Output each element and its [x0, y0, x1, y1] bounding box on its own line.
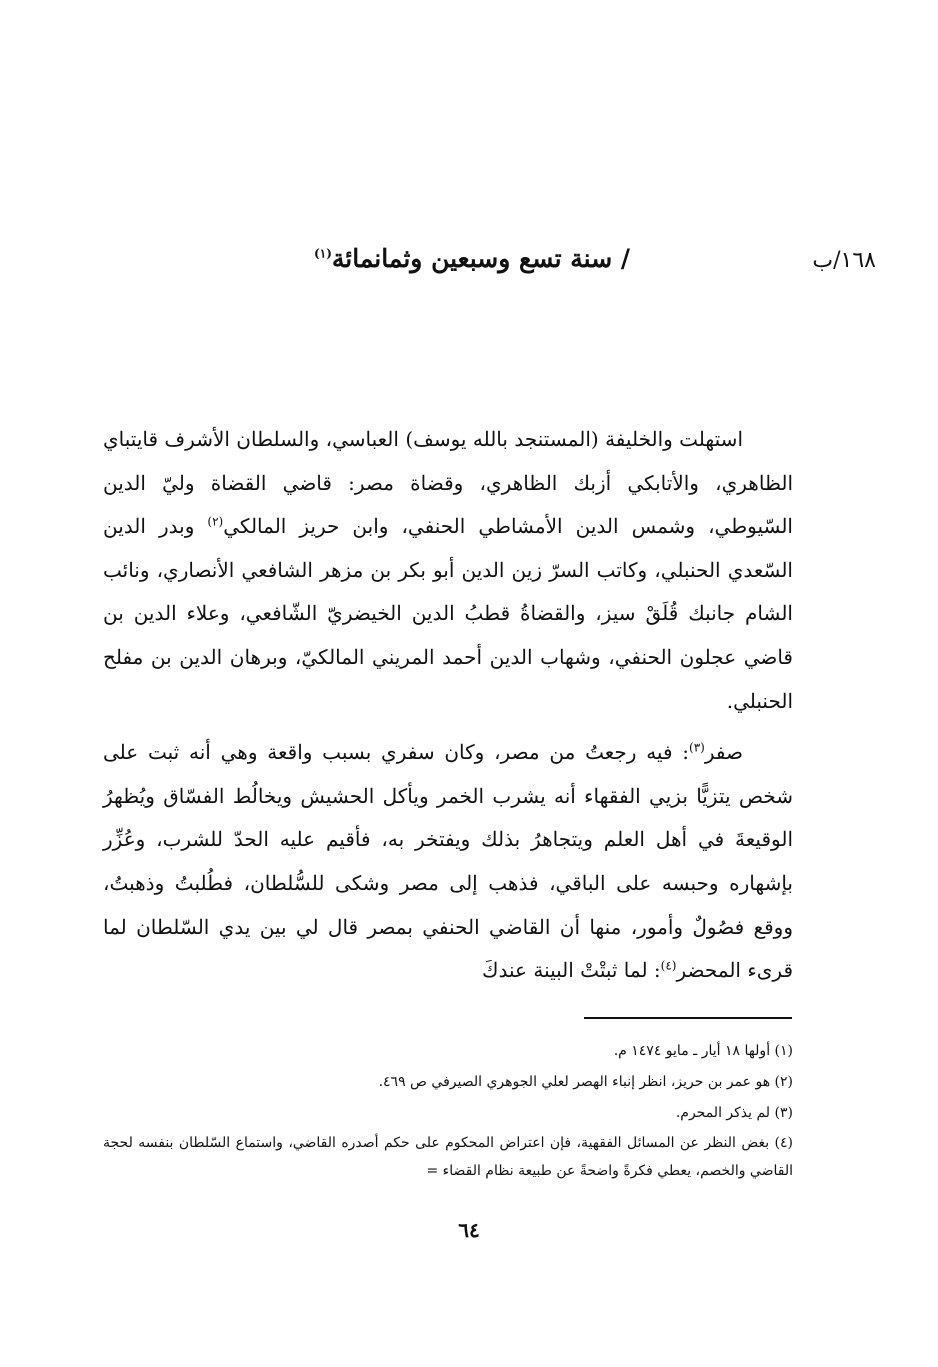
paragraph-text: وبدر الدين السّعدي الحنبلي، وكاتب السرّ زين الدين أبو بكر بن مزهر الشافعي الأنصاري، ونائب الشام جانبك قُلَقْ سيز، والقضاةُ قطبُ الدين الخيضريّ الشّافعي، وعلاء الدين بن قاضي عجلون الحنفي، وشهاب الدين أحمد المريني المالكيّ، وبرهان الدين بن مفلح الحنبلي.	[103, 514, 793, 713]
footnote-ref: (٢)	[207, 514, 224, 529]
paragraph-text: : لما ثبتْتْ البينة عندكَ	[482, 958, 661, 983]
footnote-ref: (٤)	[660, 958, 677, 973]
paragraph-safar	[103, 731, 793, 993]
paragraph-accession	[103, 418, 793, 723]
heading-slash: /	[620, 244, 630, 273]
footnote-3: (٣) لم يذكر المحرم.	[675, 1105, 793, 1121]
paragraph-text: استهلت والخليفة (المستنجد بالله يوسف) العباسي، والسلطان الأشرف قايتباي الظاهري، والأتابكي أزبك الظاهري، وقضاة مصر: قاضي القضاة وليّ الدين السّيوطي، وشمس الدين الأمشاطي الحنفي، وابن حريز المالكي	[103, 427, 793, 539]
year-heading	[240, 244, 630, 273]
heading-title: سنة تسع وسبعين وثمانمائة	[331, 244, 613, 273]
footnote-ref: (٣)	[689, 740, 705, 755]
page-number: ٦٤	[458, 1218, 480, 1242]
paragraph-text: : فيه رجعتُ من مصر، وكان سفري بسبب واقعة وهي أنه ثبت على شخص يتزيًّا بزيي الفقهاء أنه يشرب الخمر ويأكل الحشيش ويخالُط الفسّاق ويُظهرُ الوقيعةَ في أهل العلم ويتجاهرُ بذلك ويفتخر به، فأقيم عليه الحدّ للشرب، وعُزِّر بإشهاره وحبسه على الباقي، فذهب إلى مصر وشكى للسُّلطان، فطُلبتُ وذهبتُ، ووقع فصُولٌ وأمور، منها أن القاضي الحنفي بمصر قال لي بين يدي السّلطان لما قرىء المحضر	[103, 740, 793, 983]
paragraph-text: صفر	[704, 740, 743, 765]
footnotes	[103, 1036, 793, 1185]
footnote-2: (٢) هو عمر بن حريز، انظر إنباء الهصر لعلي الجوهري الصيرفي ص ٤٦٩.	[378, 1074, 793, 1090]
footnote-divider	[584, 1017, 792, 1019]
main-text	[103, 418, 793, 993]
footnote-1: (١) أولها ١٨ أيار ـ مايو ١٤٧٤ م.	[613, 1043, 793, 1059]
heading-footnote-ref: (١)	[314, 246, 332, 261]
folio-marker: ١٦٨/ب	[812, 248, 876, 273]
footnote-4: (٤) بغض النظر عن المسائل الفقهية، فإن اعتراض المحكوم على حكم أصدره القاضي، واستماع السّلطان بنفسه لحجة القاضي والخصم، يعطي فكرةً واضحةً عن طبيعة نظام القضاء =	[103, 1135, 793, 1179]
